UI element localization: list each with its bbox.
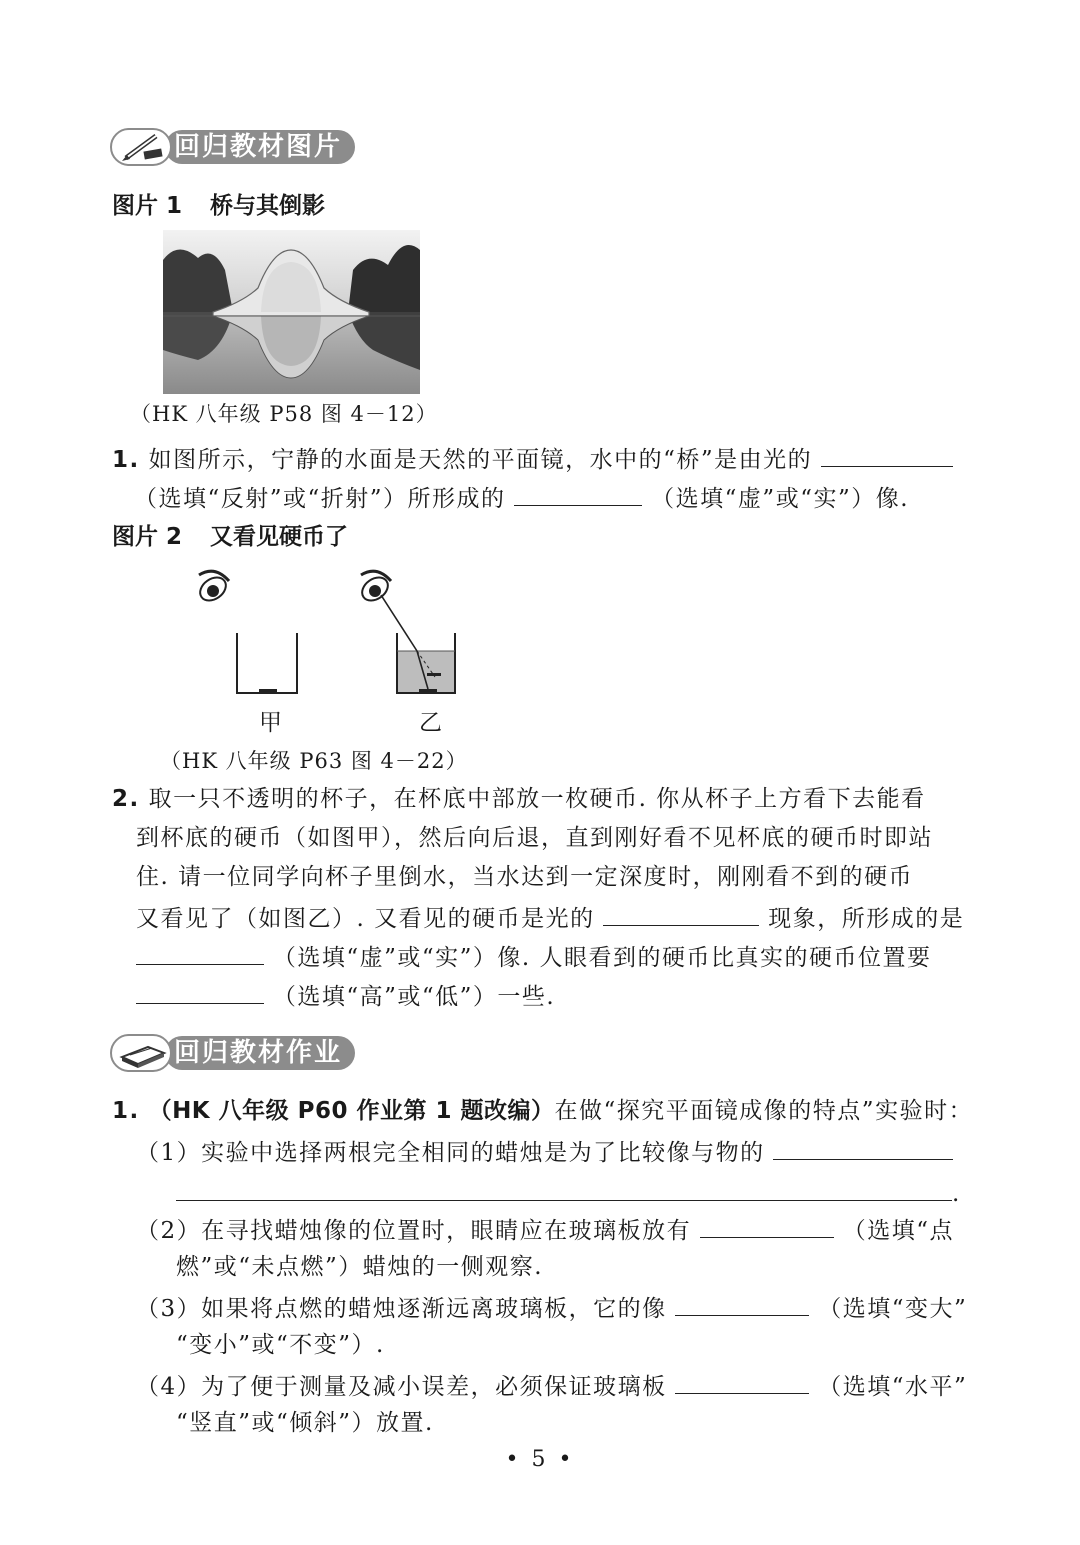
hw1-p1-cont	[176, 1172, 961, 1214]
q1-text-2b: （选填“虚”或“实”）像.	[651, 486, 910, 512]
q1-text-2a: （选填“反射”或“折射”）所形成的	[134, 486, 506, 512]
section-banner-textbook-figures	[110, 128, 360, 166]
page-number: • 5 •	[505, 1447, 575, 1472]
hw1-p2-text-a: （2）在寻找蜡烛像的位置时，眼睛应在玻璃板放有	[136, 1218, 692, 1244]
q1-line1	[112, 438, 953, 480]
section-banner-textbook-homework	[110, 1034, 360, 1072]
q2-text-6: （选填“高”或“低”）一些.	[272, 984, 556, 1010]
hw1-p2-text-b: （选填“点	[842, 1218, 955, 1244]
q2-blank-3[interactable]	[136, 975, 264, 1004]
q2-blank-2[interactable]	[136, 936, 264, 965]
q2-number: 2.	[112, 786, 140, 812]
q2-line3: 住. 请一位同学向杯子里倒水，当水达到一定深度时，刚刚看不到的硬币	[136, 864, 914, 890]
figure1-heading	[112, 190, 325, 222]
bridge-reflection-photo	[163, 230, 420, 394]
q2-line2: 到杯底的硬币（如图甲），然后向后退，直到刚好看不见杯底的硬币时即站	[136, 825, 933, 851]
hw1-p2	[136, 1209, 954, 1251]
hw1-p1-end: .	[952, 1181, 961, 1207]
figure2-label: 图片 2	[112, 524, 183, 550]
q2-blank-1[interactable]	[603, 897, 759, 926]
figure2-heading	[112, 521, 348, 553]
q2-text-4a: 又看见了（如图乙）. 又看见的硬币是光的	[136, 906, 595, 932]
hw1-p3-text-b: （选填“变大”	[818, 1296, 968, 1322]
hw1-p4-cont: “竖直”或“倾斜”）放置.	[176, 1410, 434, 1436]
q1-text-1: 如图所示，宁静的水面是天然的平面镜，水中的“桥”是由光的	[148, 447, 813, 473]
figure2-title: 又看见硬币了	[210, 524, 349, 550]
hw1-p4-text-b: （选填“水平”	[818, 1374, 968, 1400]
figure2-sub-b: 乙	[419, 710, 444, 736]
q2-text-4b: 现象，所形成的是	[768, 906, 965, 932]
hw1-blank-4[interactable]	[675, 1365, 809, 1394]
figure1-title: 桥与其倒影	[210, 193, 326, 219]
hw1-number: 1.	[112, 1098, 140, 1124]
hw1-blank-2[interactable]	[700, 1209, 834, 1238]
section-title: 回归教材作业	[174, 1038, 343, 1068]
hw1-blank-3[interactable]	[675, 1287, 809, 1316]
q2-line1	[112, 780, 926, 819]
eye-icon-b	[358, 571, 392, 605]
hw1-p2-cont: 燃”或“未点燃”）蜡烛的一侧观察.	[176, 1254, 544, 1280]
hw1-p3-text-a: （3）如果将点燃的蜡烛逐渐远离玻璃板，它的像	[136, 1296, 667, 1322]
hw1-line1	[112, 1092, 973, 1131]
q2-line5	[136, 936, 931, 978]
q2-line6	[136, 975, 555, 1017]
q1-blank-1[interactable]	[821, 438, 953, 467]
hw1-blank-1b[interactable]	[176, 1172, 952, 1201]
hw1-source: （HK 八年级 P60 作业第 1 题改编）	[148, 1098, 555, 1124]
hw1-blank-1[interactable]	[773, 1131, 953, 1160]
figure1-caption: （HK 八年级 P58 图 4－12）	[130, 402, 438, 426]
q2-text-1: 取一只不透明的杯子，在杯底中部放一枚硬币. 你从杯子上方看下去能看	[148, 786, 926, 812]
book-icon	[118, 1039, 168, 1069]
pencil-eraser-icon	[118, 132, 168, 162]
eye-icon-a	[196, 571, 230, 605]
q2-text-5: （选填“虚”或“实”）像. 人眼看到的硬币比真实的硬币位置要	[272, 945, 932, 971]
hw1-p4-text-a: （4）为了便于测量及减小误差，必须保证玻璃板	[136, 1374, 667, 1400]
hw1-p1	[136, 1131, 953, 1173]
figure1-label: 图片 1	[112, 193, 183, 219]
q1-blank-2[interactable]	[514, 477, 642, 506]
q1-number: 1.	[112, 447, 140, 473]
figure2-caption: （HK 八年级 P63 图 4－22）	[160, 749, 468, 773]
figure2-sub-a: 甲	[259, 710, 284, 736]
hw1-p1-text: （1）实验中选择两根完全相同的蜡烛是为了比较像与物的	[136, 1140, 765, 1166]
coin-cup-diagram	[185, 565, 475, 700]
section-title: 回归教材图片	[174, 132, 343, 162]
hw1-intro: 在做“探究平面镜成像的特点”实验时：	[554, 1098, 974, 1124]
q1-line2	[134, 477, 909, 519]
q2-line4	[136, 897, 964, 939]
hw1-p4	[136, 1365, 967, 1407]
hw1-p3	[136, 1287, 967, 1329]
hw1-p3-cont: “变小”或“不变”）.	[176, 1332, 385, 1358]
